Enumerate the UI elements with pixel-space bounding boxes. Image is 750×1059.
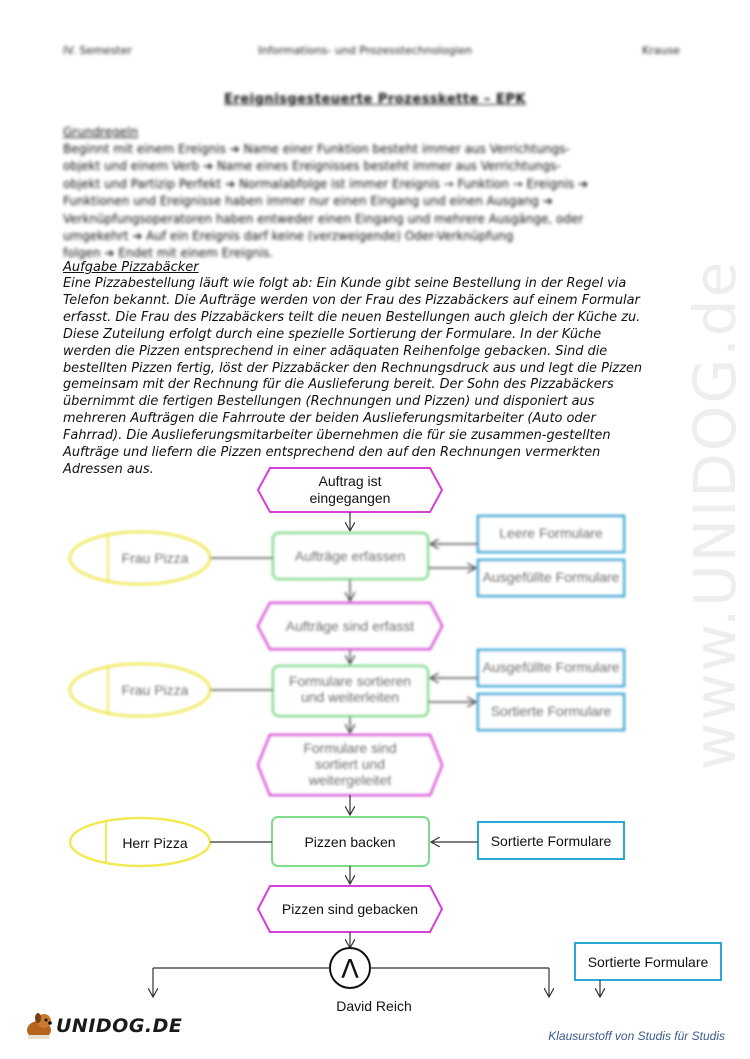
document-ausgefuellte-formulare-1 xyxy=(478,560,624,596)
svg-text:Frau Pizza: Frau Pizza xyxy=(121,550,189,566)
event-formulare-sortiert xyxy=(258,735,442,795)
task-line: übernimmt die fertigen Bestellungen (Rechnungen und Pizzen) und disponiert aus xyxy=(63,394,595,410)
task-line: mehreren Aufträgen die Fahrroute der beiden Auslieferungsmitarbeiter (Auto oder xyxy=(63,411,596,427)
event-pizzen-gebacken xyxy=(258,886,442,932)
logo-text: UNIDOG.DE xyxy=(56,1015,183,1037)
svg-text:Herr Pizza: Herr Pizza xyxy=(122,835,188,851)
task-line: Adressen aus. xyxy=(63,461,154,477)
header-semester: IV. Semester xyxy=(63,44,132,57)
task-line: werden die Pizzen entsprechend in einer adäquaten Reihenfolge gebacken. Sind die xyxy=(63,343,608,359)
rules-line: folgen ➔ Endet mit einem Ereignis. xyxy=(63,246,274,261)
event-label-line: eingegangen xyxy=(309,490,391,506)
header-author: Krause xyxy=(642,44,680,57)
svg-text:Ausgefüllte Formulare: Ausgefüllte Formulare xyxy=(482,569,620,585)
footer-logo xyxy=(22,1010,182,1042)
svg-text:und weiterleiten: und weiterleiten xyxy=(300,689,400,705)
document-sortierte-formulare-3 xyxy=(575,943,721,980)
svg-text:Aufträge erfassen: Aufträge erfassen xyxy=(294,548,406,564)
document-ausgefuellte-formulare-2 xyxy=(478,650,624,686)
svg-text:Aufträge sind erfasst: Aufträge sind erfasst xyxy=(285,618,415,634)
document-leere-formulare xyxy=(478,516,624,552)
svg-text:Leere Formulare: Leere Formulare xyxy=(499,525,603,541)
svg-text:Frau Pizza: Frau Pizza xyxy=(121,682,189,698)
event-auftrag-eingegangen xyxy=(258,468,442,512)
svg-text:Sortierte Formulare: Sortierte Formulare xyxy=(587,954,709,970)
rules-line: Verknüpfungsoperatoren haben entweder einen Eingang und mehrere Ausgänge, oder xyxy=(63,211,584,226)
and-connector xyxy=(330,948,370,988)
svg-text:Sortierte Formulare: Sortierte Formulare xyxy=(490,833,612,849)
svg-text:Formulare sortieren: Formulare sortieren xyxy=(288,673,412,689)
task-line: gemeinsam mit der Rechnung für die Auslieferung bereit. Der Sohn des Pizzabäckers xyxy=(63,377,614,393)
svg-text:Formulare sind: Formulare sind xyxy=(303,740,397,756)
dog-mascot-icon xyxy=(22,1010,56,1042)
document-sortierte-formulare-2 xyxy=(478,822,624,859)
watermark: www.UNIDOG.de xyxy=(681,259,749,771)
rules-line: Funktionen und Ereignisse haben immer nur einen Eingang und einen Ausgang ➔ xyxy=(63,194,553,209)
org-frau-pizza-1 xyxy=(70,532,210,584)
task-line: bestellten Pizzen fertig, löst der Pizzabäcker den Rechnungsdruck aus und legt die Pizzen xyxy=(63,360,643,376)
function-formulare-sortieren xyxy=(273,666,428,716)
event-auftraege-erfasst xyxy=(258,603,442,649)
document-title: Ereignisgesteuerte Prozesskette – EPK xyxy=(224,92,526,107)
org-frau-pizza-2 xyxy=(70,664,210,716)
document-sortierte-formulare-1 xyxy=(478,694,624,730)
task-line: Fahrrad). Die Auslieferungsmitarbeiter übernehmen die für sie zusammen-gestellten xyxy=(63,428,611,444)
blurred-diagram-section xyxy=(70,516,624,795)
rules-heading: Grundregeln xyxy=(63,125,139,139)
svg-text:Λ: Λ xyxy=(341,955,359,985)
rules-line: objekt und Partizip Perfekt ➔ Normalabfolge ist immer Ereignis → Funktion → Ereignis ➔ xyxy=(63,176,589,191)
author-label: David Reich xyxy=(336,998,412,1014)
header-course: Informations- und Prozesstechnologien xyxy=(258,44,473,57)
event-label-line: Auftrag ist xyxy=(318,473,382,489)
svg-text:Pizzen sind gebacken: Pizzen sind gebacken xyxy=(281,901,419,917)
task-line: Eine Pizzabestellung läuft wie folgt ab: Ein Kunde gibt seine Bestellung in der Regel via xyxy=(63,276,627,291)
function-pizzen-backen xyxy=(272,817,429,866)
svg-text:Ausgefüllte Formulare: Ausgefüllte Formulare xyxy=(482,659,620,675)
svg-text:sortiert und: sortiert und xyxy=(314,756,386,772)
svg-text:Sortierte Formulare: Sortierte Formulare xyxy=(490,703,612,719)
svg-text:weitergeleitet: weitergeleitet xyxy=(308,772,392,788)
rules-line: umgekehrt ➔ Auf ein Ereignis darf keine (verzweigende) Oder-Verknüpfung xyxy=(63,229,514,244)
org-herr-pizza xyxy=(70,818,210,866)
svg-text:Pizzen backen: Pizzen backen xyxy=(304,834,396,850)
task-line: Aufträge und liefern die Pizzen entsprechend den auf den Rechnungen vermerkten xyxy=(63,445,601,461)
task-heading: Aufgabe Pizzabäcker xyxy=(63,260,199,275)
rules-line: Beginnt mit einem Ereignis ➔ Name einer Funktion besteht immer aus Verrichtungs- xyxy=(63,142,570,156)
task-line: Diese Zuteilung erfolgt durch eine spezielle Sortierung der Formulare. In der Küche xyxy=(63,326,602,342)
task-line: erfasst. Die Frau des Pizzabäckers teilt die neuen Bestellungen auch gleich der Küche zu. xyxy=(63,309,641,325)
function-auftraege-erfassen xyxy=(273,533,428,579)
rules-line: objekt und einem Verb ➔ Name eines Ereignisses besteht immer aus Verrichtungs- xyxy=(63,159,561,174)
task-line: Telefon bekannt. Die Aufträge werden von der Frau des Pizzabäckers auf einem Formular xyxy=(63,292,640,308)
footer-tagline: Klausurstoff von Studis für Studis xyxy=(548,1029,725,1043)
